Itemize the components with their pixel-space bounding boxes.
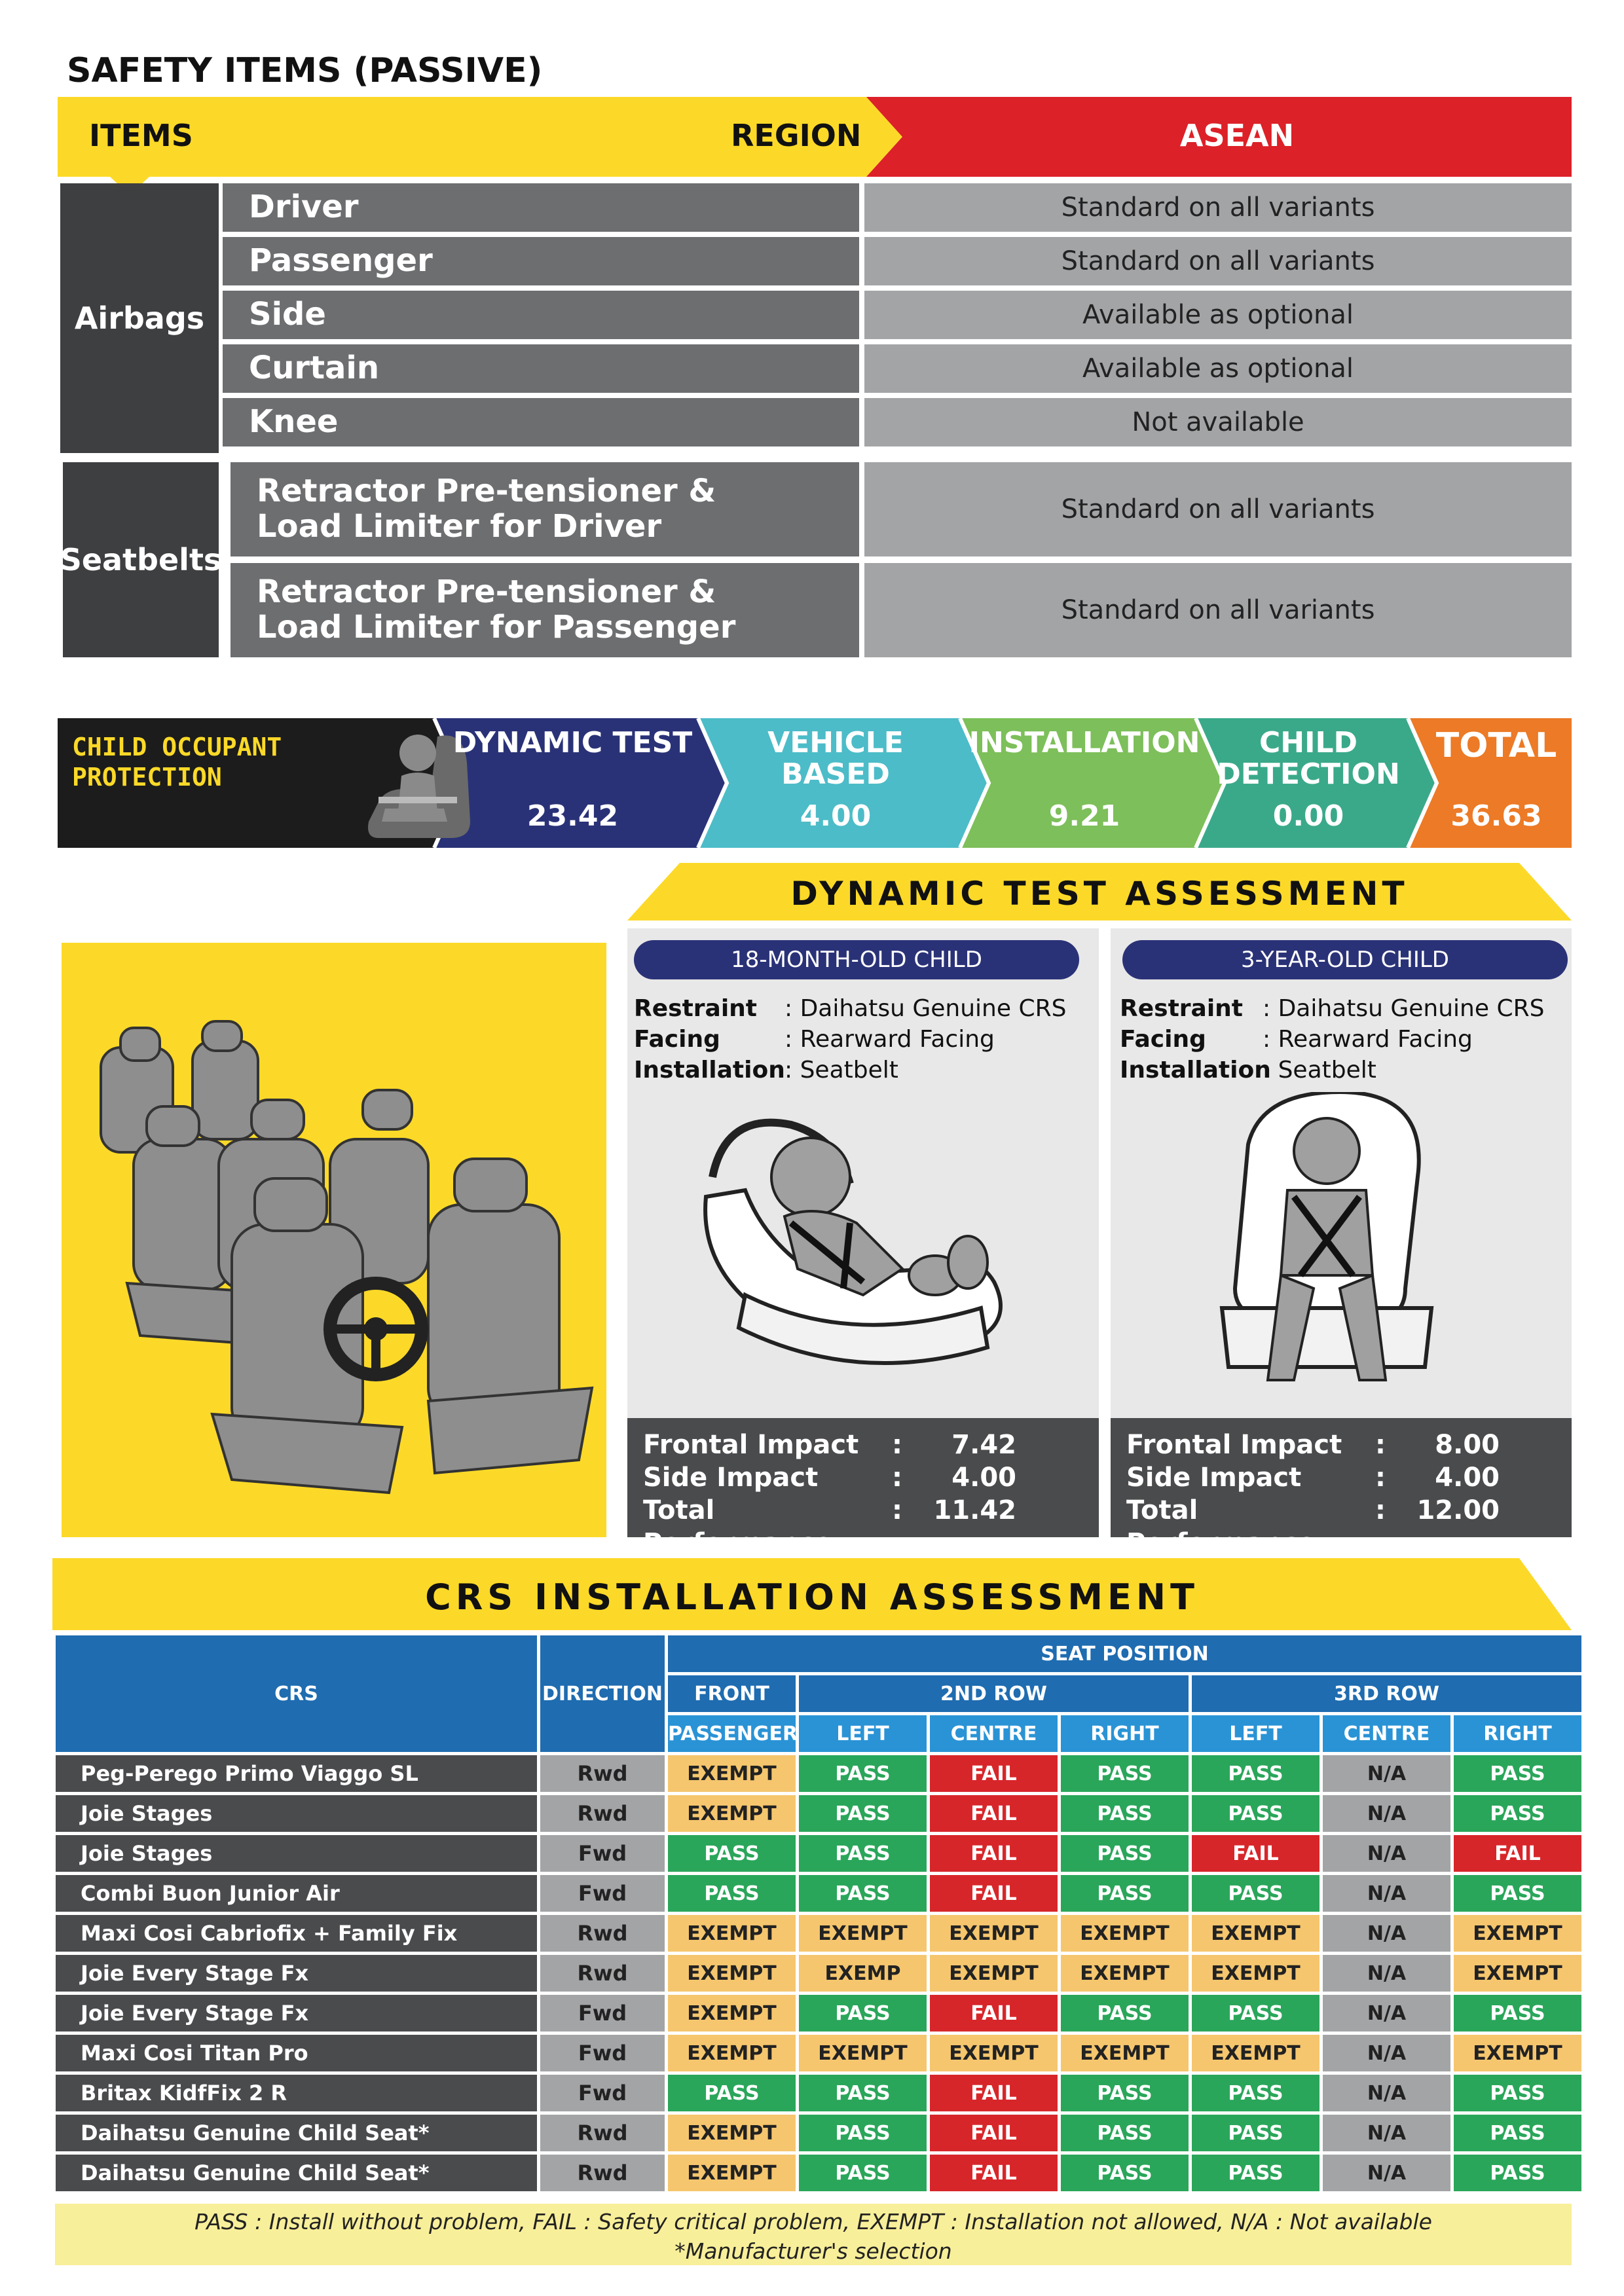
seatbelt-item-line1: Retractor Pre-tensioner & — [257, 574, 716, 611]
crs-name-cell: Joie Stages — [56, 1795, 537, 1832]
result-cell: PASS — [799, 1835, 927, 1872]
result-cell: EXEMPT — [799, 1915, 927, 1952]
result-cell: FAIL — [930, 1995, 1058, 2032]
scores-18m: Frontal Impact : 7.42 Side Impact : 4.00 Total Performance : 11.42 — [627, 1418, 1099, 1537]
frontal-impact-value: 8.00 — [1435, 1430, 1500, 1460]
crs-title-band — [52, 1558, 1572, 1630]
result-cell: N/A — [1323, 2155, 1450, 2191]
result-cell: PASS — [1061, 1995, 1189, 2032]
result-cell: EXEMPT — [930, 1955, 1058, 1992]
restraint-key: Restraint — [1120, 995, 1243, 1022]
result-cell: EXEMPT — [668, 1755, 796, 1792]
seatbelt-item-value: Standard on all variants — [864, 563, 1572, 657]
airbag-item-value: Standard on all variants — [864, 183, 1572, 232]
frontal-impact-label: Frontal Impact — [1126, 1430, 1342, 1460]
facing-value: : Rearward Facing — [1263, 1025, 1473, 1053]
result-cell: PASS — [799, 1995, 927, 2032]
result-cell: EXEMPT — [668, 1995, 796, 2032]
section-title-passive: SAFETY ITEMS (PASSIVE) — [67, 51, 543, 90]
result-cell: EXEMPT — [668, 2035, 796, 2071]
installation-key: Installation — [634, 1056, 785, 1084]
table-row — [56, 1875, 1581, 1912]
airbag-item-value: Standard on all variants — [864, 237, 1572, 285]
crs-name-cell: Combi Buon Junior Air — [56, 1875, 537, 1912]
cop-segment-label-line1: CHILD — [1259, 726, 1358, 759]
vehicle-seats-illustration — [62, 943, 606, 1537]
result-cell: PASS — [1454, 1995, 1581, 2032]
result-cell: FAIL — [930, 1795, 1058, 1832]
table-row — [56, 1995, 1581, 2032]
region-value: ASEAN — [1179, 118, 1295, 153]
table-row — [56, 2035, 1581, 2071]
airbag-item-value: Available as optional — [864, 291, 1572, 339]
direction-cell: Fwd — [540, 2075, 665, 2111]
cop-segment-value: 0.00 — [1272, 799, 1344, 833]
result-cell: PASS — [1061, 1835, 1189, 1872]
result-cell: FAIL — [930, 2155, 1058, 2191]
result-cell: FAIL — [930, 1755, 1058, 1792]
result-cell: PASS — [1192, 1875, 1320, 1912]
table-row — [56, 1835, 1581, 1872]
cop-segment-label — [1217, 727, 1400, 799]
seatbelt-item-line2: Load Limiter for Passenger — [257, 609, 736, 646]
result-cell: PASS — [1192, 2115, 1320, 2151]
scores-3y: Frontal Impact : 8.00 Side Impact : 4.00 Total Performance : 12.00 — [1111, 1418, 1572, 1537]
facing-key: Facing — [634, 1025, 720, 1053]
seat-subheader: CENTRE — [1323, 1715, 1450, 1752]
crs-name-cell: Joie Every Stage Fx — [56, 1995, 537, 2032]
total-performance-value: 11.42 — [933, 1495, 1016, 1525]
crs-name-cell: Joie Every Stage Fx — [56, 1955, 537, 1992]
result-cell: EXEMPT — [1061, 1915, 1189, 1952]
result-cell: EXEMPT — [1061, 2035, 1189, 2071]
total-performance-label: Total Performance — [1126, 1495, 1316, 1558]
side-impact-value: 4.00 — [951, 1463, 1016, 1493]
result-cell: N/A — [1323, 2115, 1450, 2151]
dynamic-title-band — [627, 863, 1572, 920]
cop-segment-label-line1: TOTAL — [1435, 726, 1557, 765]
result-cell: PASS — [799, 2155, 927, 2191]
cop-segment-label-line1: VEHICLE BASED — [767, 726, 904, 791]
result-cell: PASS — [1192, 2155, 1320, 2191]
result-cell: EXEMPT — [1454, 1915, 1581, 1952]
seatbelt-item-line2: Load Limiter for Driver — [257, 508, 662, 545]
result-cell: EXEMPT — [930, 2035, 1058, 2071]
result-cell: FAIL — [930, 2075, 1058, 2111]
result-cell: PASS — [799, 2075, 927, 2111]
crs-name-cell: Peg-Perego Primo Viaggo SL — [56, 1755, 537, 1792]
result-cell: EXEMPT — [668, 1795, 796, 1832]
table-row — [56, 1955, 1581, 1992]
result-cell: EXEMPT — [668, 1915, 796, 1952]
cop-segment-value: 23.42 — [526, 799, 619, 833]
result-cell: FAIL — [930, 2115, 1058, 2151]
restraint-value: : Daihatsu Genuine CRS — [1263, 995, 1545, 1022]
result-cell: N/A — [1323, 1875, 1450, 1912]
table-row — [56, 2115, 1581, 2151]
result-cell: PASS — [1192, 1995, 1320, 2032]
direction-cell: Rwd — [540, 2155, 665, 2191]
total-performance-label: Total Performance — [643, 1495, 832, 1558]
result-cell: PASS — [1454, 1875, 1581, 1912]
crs-title: CRS INSTALLATION ASSESSMENT — [425, 1576, 1199, 1618]
frontal-impact-value: 7.42 — [951, 1430, 1016, 1460]
restraint-key: Restraint — [634, 995, 757, 1022]
result-cell: N/A — [1323, 1915, 1450, 1952]
direction-cell: Fwd — [540, 1835, 665, 1872]
dynamic-title: DYNAMIC TEST ASSESSMENT — [790, 875, 1409, 913]
result-cell: EXEMPT — [668, 2115, 796, 2151]
crs-table — [52, 1632, 1585, 2195]
result-cell: PASS — [1061, 1875, 1189, 1912]
result-cell: PASS — [799, 2115, 927, 2151]
result-cell: EXEMPT — [1454, 1955, 1581, 1992]
third-row-header: 3RD ROW — [1192, 1675, 1581, 1712]
legend-line2: *Manufacturer's selection — [674, 2238, 952, 2264]
table-row — [56, 1795, 1581, 1832]
crs-name-cell: Maxi Cosi Titan Pro — [56, 2035, 537, 2071]
result-cell: N/A — [1323, 1795, 1450, 1832]
cop-segment-label — [1436, 727, 1557, 799]
cop-bar — [58, 718, 1572, 848]
details-18m — [634, 994, 1066, 1085]
result-cell: EXEMPT — [1192, 1915, 1320, 1952]
dummy-panel-18m — [627, 928, 1099, 1418]
result-cell: EXEMPT — [668, 1955, 796, 1992]
seat-subheader: PASSENGER — [668, 1715, 796, 1752]
cop-segment-label-line2: DETECTION — [1217, 757, 1400, 791]
result-cell: PASS — [1454, 1755, 1581, 1792]
result-cell: FAIL — [1192, 1835, 1320, 1872]
result-cell: PASS — [799, 1875, 927, 1912]
result-cell: PASS — [1061, 2115, 1189, 2151]
result-cell: N/A — [1323, 1755, 1450, 1792]
airbag-item-label: Curtain — [223, 344, 859, 393]
direction-cell: Rwd — [540, 1795, 665, 1832]
result-cell: PASS — [1454, 1795, 1581, 1832]
crs-name-cell: Daihatsu Genuine Child Seat* — [56, 2155, 537, 2191]
airbag-item-label: Passenger — [223, 237, 859, 285]
result-cell: EXEMPT — [1192, 2035, 1320, 2071]
seat-subheader: LEFT — [799, 1715, 927, 1752]
seat-subheader: RIGHT — [1061, 1715, 1189, 1752]
result-cell: PASS — [668, 1835, 796, 1872]
airbags-group-label: Airbags — [60, 183, 219, 453]
result-cell: EXEMPT — [799, 2035, 927, 2071]
result-cell: PASS — [799, 1755, 927, 1792]
installation-key: Installation — [1120, 1056, 1271, 1084]
result-cell: PASS — [668, 2075, 796, 2111]
total-performance-value: 12.00 — [1416, 1495, 1500, 1525]
installation-value: : Seatbelt — [784, 1056, 898, 1084]
cop-segment — [969, 726, 1200, 840]
result-cell: PASS — [1454, 2155, 1581, 2191]
second-row-header: 2ND ROW — [799, 1675, 1189, 1712]
seat-subheader: LEFT — [1192, 1715, 1320, 1752]
result-cell: PASS — [1454, 2075, 1581, 2111]
result-cell: PASS — [1061, 1755, 1189, 1792]
seatbelt-item-label — [231, 563, 859, 657]
direction-cell: Rwd — [540, 1955, 665, 1992]
cop-segment-label — [453, 727, 693, 799]
seat-position-header: SEAT POSITION — [668, 1635, 1581, 1672]
airbag-item-label: Driver — [223, 183, 859, 232]
crs-table-body — [56, 1755, 1581, 2191]
table-row — [56, 1915, 1581, 1952]
cop-segment-value: 9.21 — [1048, 799, 1120, 833]
cop-segment — [1209, 727, 1408, 840]
table-row — [56, 2075, 1581, 2111]
cop-label-line1: CHILD OCCUPANT — [72, 733, 282, 761]
cop-segment-label-line1: DYNAMIC TEST — [452, 726, 693, 759]
cop-label — [72, 733, 282, 792]
direction-cell: Rwd — [540, 1755, 665, 1792]
result-cell: PASS — [1061, 2155, 1189, 2191]
cop-segment-value: 36.63 — [1450, 799, 1542, 833]
direction-cell: Fwd — [540, 2035, 665, 2071]
airbag-item-value: Available as optional — [864, 344, 1572, 393]
result-cell: EXEMPT — [668, 2155, 796, 2191]
crs-name-cell: Joie Stages — [56, 1835, 537, 1872]
result-cell: EXEMPT — [930, 1915, 1058, 1952]
result-cell: EXEMPT — [1061, 1955, 1189, 1992]
table-row — [56, 1755, 1581, 1792]
seat-subheader: CENTRE — [930, 1715, 1058, 1752]
result-cell: N/A — [1323, 1955, 1450, 1992]
cop-segment — [711, 727, 960, 840]
direction-cell: Fwd — [540, 1995, 665, 2032]
result-cell: N/A — [1323, 1995, 1450, 2032]
result-cell: FAIL — [1454, 1835, 1581, 1872]
result-cell: PASS — [1192, 2075, 1320, 2111]
side-impact-label: Side Impact — [1126, 1463, 1302, 1493]
result-cell: EXEMP — [799, 1955, 927, 1992]
pill-18m: 18-MONTH-OLD CHILD — [634, 940, 1079, 979]
details-3y — [1120, 994, 1544, 1085]
result-cell: N/A — [1323, 2075, 1450, 2111]
facing-value: : Rearward Facing — [784, 1025, 995, 1053]
cop-label-line2: PROTECTION — [72, 762, 222, 792]
result-cell: FAIL — [930, 1835, 1058, 1872]
booster-seat-illustration — [1209, 1092, 1458, 1400]
table-row — [56, 2155, 1581, 2191]
side-impact-label: Side Impact — [643, 1463, 819, 1493]
result-cell: N/A — [1323, 1835, 1450, 1872]
infant-carrier-illustration — [686, 1099, 1027, 1387]
result-cell: PASS — [1192, 1755, 1320, 1792]
frontal-impact-label: Frontal Impact — [643, 1430, 859, 1460]
direction-column-header: DIRECTION — [540, 1635, 665, 1752]
cop-segment-label-line1: INSTALLATION — [969, 726, 1200, 759]
crs-column-header: CRS — [56, 1635, 537, 1752]
result-cell: EXEMPT — [1454, 2035, 1581, 2071]
cop-segment — [1421, 727, 1572, 840]
cop-segment-label — [711, 727, 960, 799]
seatbelt-item-label — [231, 462, 859, 556]
result-cell: PASS — [799, 1795, 927, 1832]
seatbelts-group-label: Seatbelts — [63, 462, 219, 657]
crs-name-cell: Daihatsu Genuine Child Seat* — [56, 2115, 537, 2151]
direction-cell: Rwd — [540, 2115, 665, 2151]
pill-3y: 3-YEAR-OLD CHILD — [1122, 940, 1568, 979]
facing-key: Facing — [1120, 1025, 1206, 1053]
direction-cell: Rwd — [540, 1915, 665, 1952]
items-label: ITEMS — [89, 118, 193, 153]
cop-segment-value: 4.00 — [800, 799, 872, 833]
seatbelt-item-value: Standard on all variants — [864, 462, 1572, 556]
result-cell: FAIL — [930, 1875, 1058, 1912]
result-cell: N/A — [1323, 2035, 1450, 2071]
airbag-item-value: Not available — [864, 398, 1572, 446]
crs-name-cell: Maxi Cosi Cabriofix + Family Fix — [56, 1915, 537, 1952]
side-impact-value: 4.00 — [1435, 1463, 1500, 1493]
seat-subheader: RIGHT — [1454, 1715, 1581, 1752]
result-cell: PASS — [668, 1875, 796, 1912]
result-cell: PASS — [1061, 1795, 1189, 1832]
direction-cell: Fwd — [540, 1875, 665, 1912]
cop-segment — [447, 727, 698, 840]
airbag-item-label: Knee — [223, 398, 859, 446]
front-header: FRONT — [668, 1675, 796, 1712]
result-cell: PASS — [1192, 1795, 1320, 1832]
dummy-panel-3y — [1111, 928, 1572, 1418]
crs-name-cell: Britax KidfFix 2 R — [56, 2075, 537, 2111]
airbag-item-label: Side — [223, 291, 859, 339]
crs-legend — [55, 2204, 1572, 2265]
restraint-value: : Daihatsu Genuine CRS — [784, 995, 1067, 1022]
passive-header — [58, 97, 1572, 177]
vehicle-seats-panel — [62, 943, 606, 1537]
region-label: REGION — [731, 118, 862, 153]
installation-value: : Seatbelt — [1263, 1056, 1376, 1084]
legend-line1: PASS : Install without problem, FAIL : Safety critical problem, EXEMPT : Installation not allowed, N/A : Not available — [194, 2209, 1432, 2234]
seatbelt-item-line1: Retractor Pre-tensioner & — [257, 473, 716, 510]
result-cell: PASS — [1454, 2115, 1581, 2151]
result-cell: EXEMPT — [1192, 1955, 1320, 1992]
result-cell: PASS — [1061, 2075, 1189, 2111]
cop-segment-label — [969, 727, 1200, 799]
